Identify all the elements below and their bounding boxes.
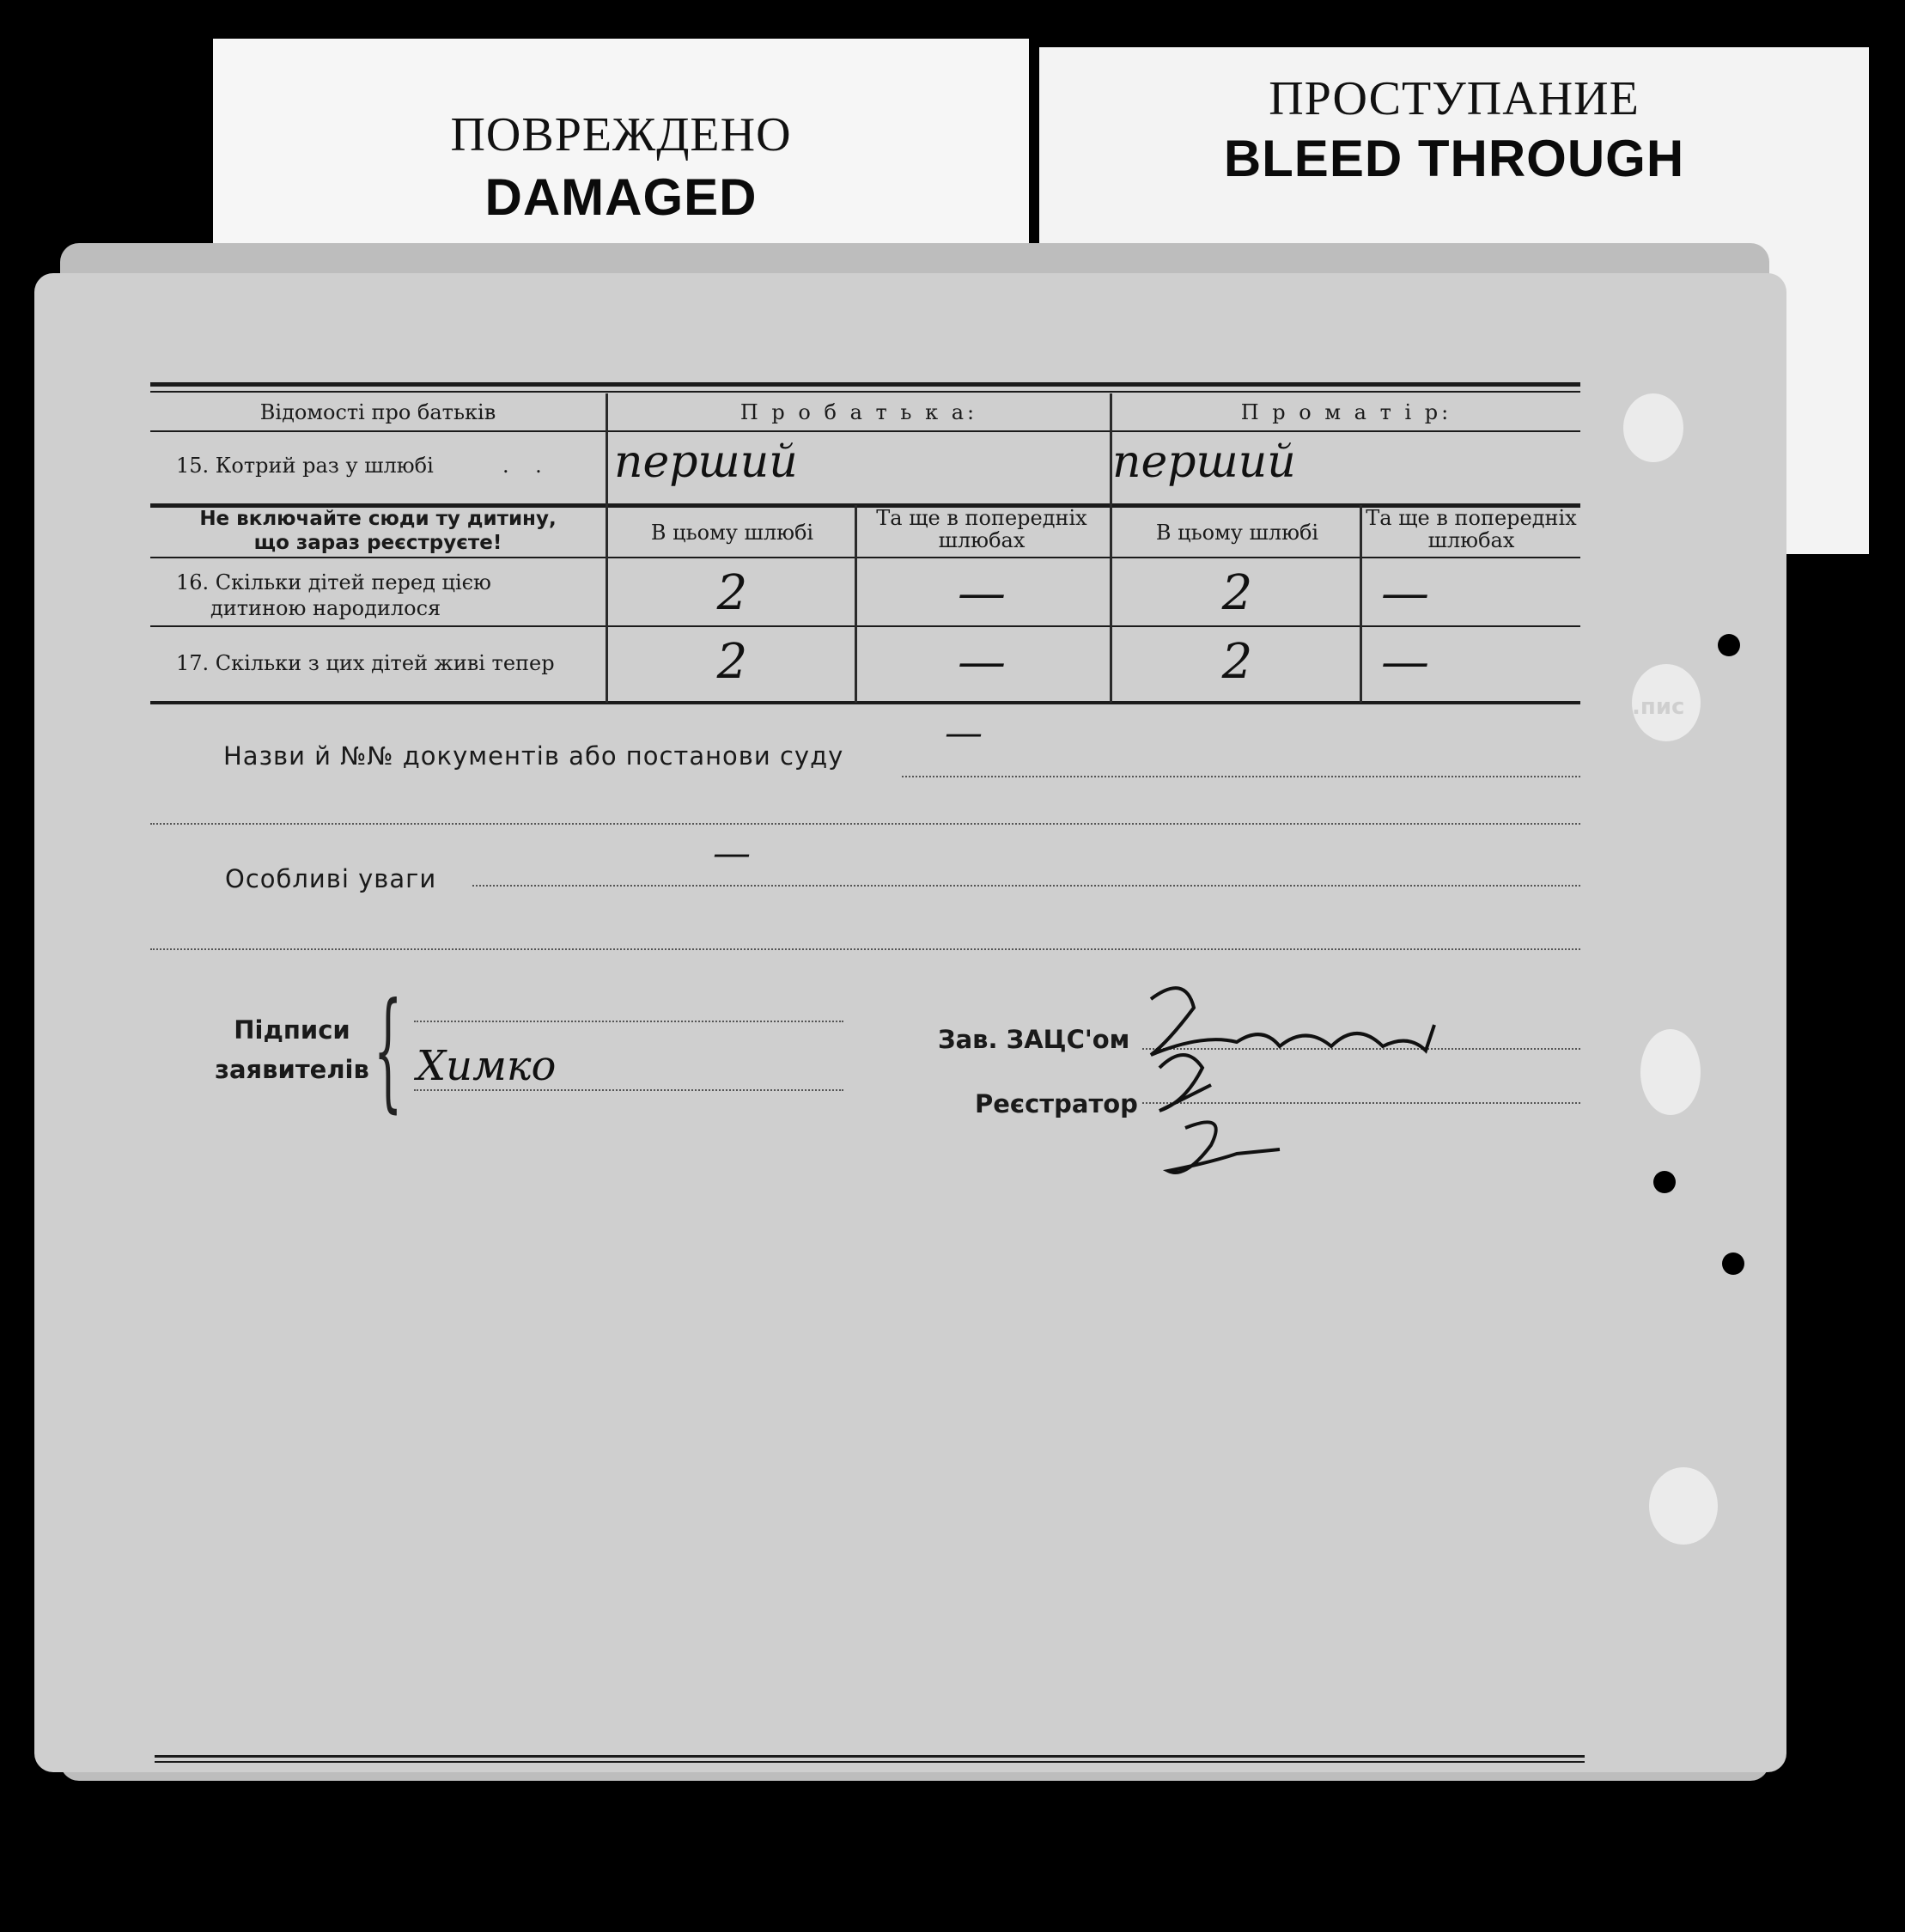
documents-value: — (945, 711, 983, 755)
row16-father-prev: — (958, 565, 1006, 621)
row17-mother-prev: — (1381, 634, 1429, 690)
row16-mother-this: 2 (1221, 565, 1253, 621)
row17-father-this: 2 (716, 634, 748, 690)
remarks-label: Особливі уваги (225, 864, 437, 893)
damage-spot (1623, 393, 1683, 462)
binding-hole (1653, 1171, 1676, 1193)
row15-label: 15. Котрий раз у шлюбі (176, 454, 434, 478)
bleed-label-en: BLEED THROUGH (1223, 130, 1685, 187)
mother-this-marriage-header: В цьому шлюбі (1155, 521, 1319, 545)
exclude-note: Не включайте сюди ту дитину, що зараз реєструєте! (199, 508, 557, 554)
father-header: П р о б а т ь к а: (739, 400, 978, 424)
row15-father-value: перший (614, 436, 798, 488)
record-sheet: Відомості про батьків П р о б а т ь к а: П р о м а т і р: 15. Котрий раз у шлюбі . . перший перший Не включайте сюди ту дитину, що зараз реєструєте! В цьому шлюбі Та ще в попередніх шлюбах В цьому шлюбі Та ще в попередніх шлюбах 16. Скільки дітей перед цією дитиною народилося 2 — 2 — 17. Скільки з цих дітей живі тепер 2 — 2 — Назви й №№ документів або постанови суду — Особливі уваги — Підписи заявителів { Химко Зав. ЗАЦС'ом Реєстратор (34, 273, 1786, 1772)
row17-mother-this: 2 (1221, 634, 1253, 690)
mother-header: П р о м а т і р: (1240, 400, 1452, 424)
mother-previous-marriages-header: Та ще в попередніх шлюбах (1366, 506, 1577, 552)
row16-father-this: 2 (716, 565, 748, 621)
row16-label: 16. Скільки дітей перед цією дитиною народилося (176, 570, 491, 620)
applicants-signature-label: Підписи заявителів (215, 1015, 369, 1084)
row17-label: 17. Скільки з цих дітей живі тепер (176, 651, 555, 675)
binding-hole (1718, 634, 1740, 656)
damaged-label-ru: ПОВРЕЖДЕНО (450, 108, 792, 162)
bleed-label-ru: ПРОСТУПАНИЕ (1269, 72, 1640, 125)
applicant-signature: Химко (417, 1042, 557, 1090)
damage-spot (1640, 1029, 1701, 1115)
head-signature (1134, 973, 1546, 1197)
father-previous-marriages-header: Та ще в попередніх шлюбах (876, 506, 1087, 552)
row17-father-prev: — (958, 634, 1006, 690)
row16-mother-prev: — (1381, 565, 1429, 621)
row15-mother-value: перший (1112, 436, 1296, 488)
damaged-target-card (213, 39, 1029, 258)
damaged-label-en: DAMAGED (484, 168, 758, 226)
father-this-marriage-header: В цьому шлюбі (650, 521, 814, 545)
damage-spot (1649, 1467, 1718, 1545)
parents-info-header: Відомості про батьків (259, 400, 496, 424)
remarks-value: — (713, 832, 751, 875)
head-registry-label: Зав. ЗАЦС'ом (938, 1025, 1130, 1054)
damage-spot (1632, 664, 1701, 741)
documents-label: Назви й №№ документів або постанови суду (223, 741, 844, 771)
registrar-label: Реєстратор (975, 1089, 1138, 1118)
brace: { (374, 976, 403, 1125)
binding-hole (1722, 1252, 1744, 1275)
